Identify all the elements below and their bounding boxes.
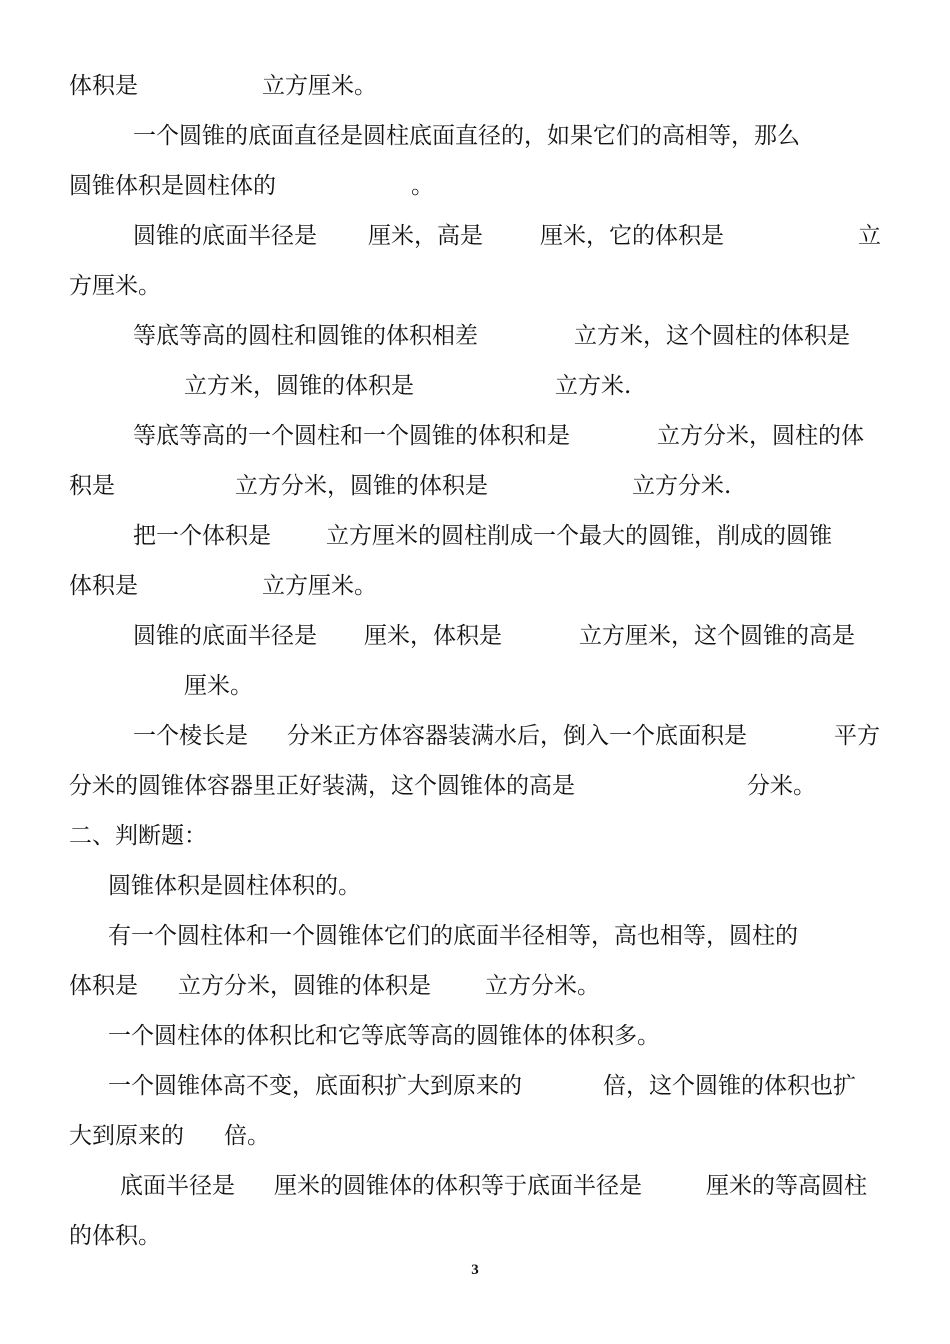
text-line (0, 366, 950, 406)
text-segment: 立方厘米。 (262, 73, 377, 99)
section-heading (0, 816, 950, 856)
text-segment: 分米。 (747, 773, 816, 799)
text-line (0, 316, 950, 356)
text-line (0, 516, 950, 556)
text-segment: 一个圆锥的底面直径是圆柱底面直径的，如果它们的高相等，那么 (133, 123, 800, 149)
text-segment: 立方米. (555, 373, 632, 399)
text-line (0, 166, 950, 206)
text-line (0, 66, 950, 106)
text-segment: 立方分米，圆锥的体积是 (178, 973, 431, 999)
text-segment: 立方厘米的圆柱削成一个最大的圆锥，削成的圆锥 (326, 523, 832, 549)
text-segment: 立方米，这个圆柱的体积是 (574, 323, 850, 349)
text-segment: 倍。 (224, 1123, 270, 1149)
page-number: 3 (471, 1262, 479, 1278)
text-line (0, 1166, 950, 1206)
text-segment: 圆锥体积是圆柱体积的。 (108, 873, 361, 899)
text-segment: 的体积。 (69, 1223, 161, 1249)
text-segment: 底面半径是 (120, 1173, 235, 1199)
text-segment: 立方分米，圆柱的体 (657, 423, 864, 449)
text-segment: 体积是 (69, 973, 138, 999)
text-segment: 一个圆锥体高不变，底面积扩大到原来的 (108, 1073, 522, 1099)
text-line (0, 866, 950, 906)
text-segment: 厘米的等高圆柱 (706, 1173, 867, 1199)
text-segment: 等底等高的一个圆柱和一个圆锥的体积和是 (133, 423, 570, 449)
text-line (0, 616, 950, 656)
text-segment: 立 (858, 223, 881, 249)
text-line (0, 966, 950, 1006)
text-segment: 厘米的圆锥体的体积等于底面半径是 (274, 1173, 642, 1199)
text-line (0, 1066, 950, 1106)
text-line (0, 916, 950, 956)
text-segment: 厘米。 (184, 673, 253, 699)
text-segment: 一个棱长是 (133, 723, 248, 749)
text-segment: 厘米，高是 (368, 223, 483, 249)
text-segment: 圆锥体积是圆柱体的 (69, 173, 276, 199)
text-segment: 。 (411, 173, 434, 199)
text-line (0, 666, 950, 706)
text-segment: 圆锥的底面半径是 (133, 623, 317, 649)
text-segment: 立方分米。 (485, 973, 600, 999)
text-line (0, 1016, 950, 1056)
text-line (0, 466, 950, 506)
text-line (0, 416, 950, 456)
text-segment: 立方厘米，这个圆锥的高是 (579, 623, 855, 649)
text-segment: 倍，这个圆锥的体积也扩 (603, 1073, 856, 1099)
text-segment: 厘米，体积是 (364, 623, 502, 649)
text-segment: 有一个圆柱体和一个圆锥体它们的底面半径相等，高也相等，圆柱的 (108, 923, 798, 949)
text-segment: 立方分米. (632, 473, 732, 499)
text-segment: 立方米，圆锥的体积是 (184, 373, 414, 399)
text-line (0, 216, 950, 256)
text-segment: 体积是 (69, 73, 138, 99)
text-segment: 平方 (834, 723, 880, 749)
text-segment: 立方分米，圆锥的体积是 (235, 473, 488, 499)
text-segment: 分米正方体容器装满水后，倒入一个底面积是 (287, 723, 747, 749)
text-segment: 等底等高的圆柱和圆锥的体积相差 (133, 323, 478, 349)
text-line (0, 116, 950, 156)
text-line (0, 716, 950, 756)
text-segment: 积是 (69, 473, 115, 499)
text-line (0, 1216, 950, 1256)
text-segment: 体积是 (69, 573, 138, 599)
text-line (0, 766, 950, 806)
text-segment: 一个圆柱体的体积比和它等底等高的圆锥体的体积多。 (108, 1023, 660, 1049)
text-segment: 厘米，它的体积是 (540, 223, 724, 249)
text-segment: 把一个体积是 (133, 523, 271, 549)
text-segment: 方厘米。 (69, 273, 161, 299)
text-segment: 分米的圆锥体容器里正好装满，这个圆锥体的高是 (69, 773, 575, 799)
text-segment: 立方厘米。 (262, 573, 377, 599)
text-segment: 大到原来的 (69, 1123, 184, 1149)
text-line (0, 566, 950, 606)
text-segment: 圆锥的底面半径是 (133, 223, 317, 249)
text-segment: 二、判断题： (69, 823, 207, 849)
text-line (0, 1116, 950, 1156)
text-line (0, 266, 950, 306)
